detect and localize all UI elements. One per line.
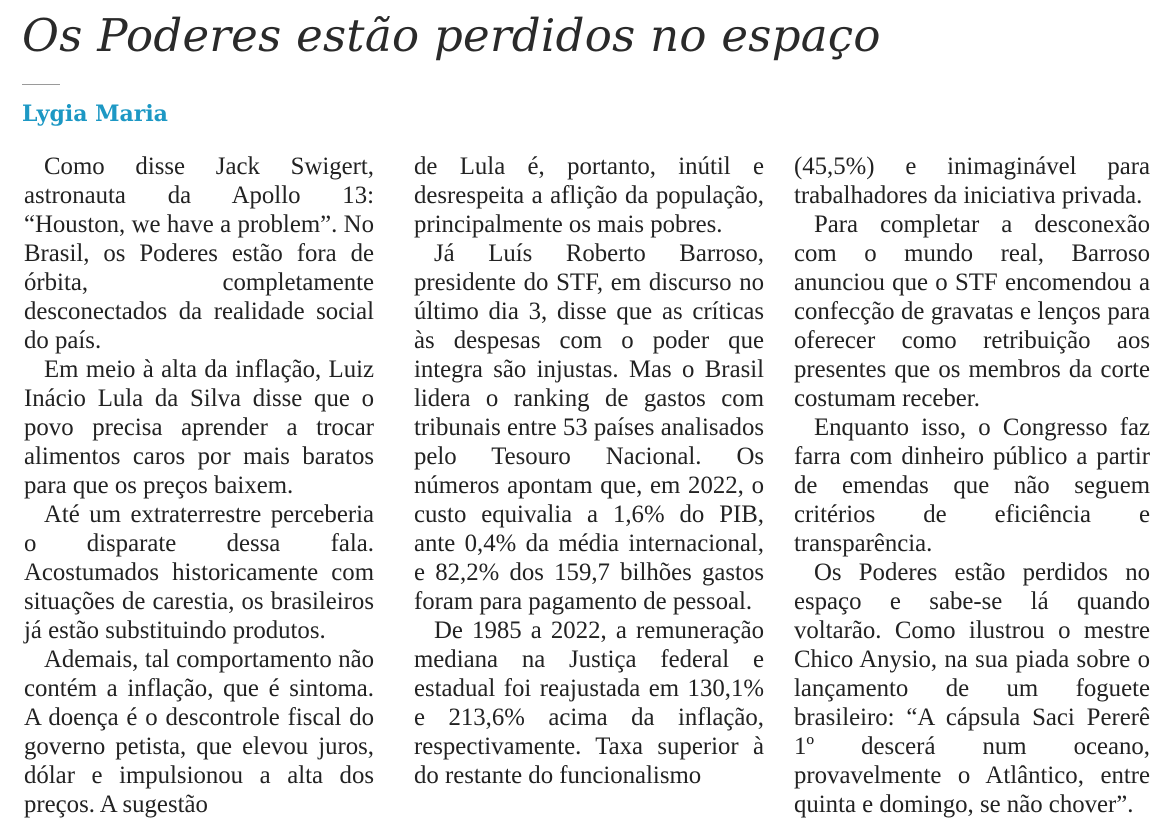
- paragraph: Para completar a desconexão com o mundo real, Barroso anunciou que o STF encomendou a confecção de gravatas e lenços para oferecer como retribuição aos presentes que os membros da corte costumam receber.: [794, 211, 1150, 412]
- paragraph: Os Poderes estão perdidos no espaço e sabe-se lá quando voltarão. Como ilustrou o mestre Chico Anysio, na sua piada sobre o lançamento de um foguete brasileiro: “A cápsula Saci Pererê 1º descerá num oceano, provavelmente o Atlântico, entre quinta e domingo, se não chover”.: [794, 559, 1150, 818]
- article-column-1: [24, 152, 374, 819]
- article-column-2: [414, 152, 764, 790]
- headline-divider: [22, 84, 60, 85]
- paragraph: Como disse Jack Swigert, astronauta da Apollo 13: “Houston, we have a problem”. No Brasil, os Poderes estão fora de órbita, completamente desconectados da realidade social do país.: [24, 153, 374, 354]
- paragraph: Já Luís Roberto Barroso, presidente do STF, em discurso no último dia 3, disse que as críticas às despesas com o poder que integra são injustas. Mas o Brasil lidera o ranking de gastos com tribunais entre 53 países analisados pelo Tesouro Nacional. Os números apontam que, em 2022, o custo equivalia a 1,6% do PIB, ante 0,4% da média internacional, e 82,2% dos 159,7 bilhões gastos foram para pagamento de pessoal.: [414, 240, 764, 615]
- paragraph-continued: (45,5%) e inimaginável para trabalhadores da iniciativa privada.: [794, 153, 1150, 209]
- paragraph: Enquanto isso, o Congresso faz farra com dinheiro público a partir de emendas que não seguem critérios de eficiência e transparência.: [794, 414, 1150, 557]
- paragraph: De 1985 a 2022, a remuneração mediana na Justiça federal e estadual foi reajustada em 130,1% e 213,6% acima da inflação, respectivamente. Taxa superior à do restante do funcionalismo: [414, 617, 764, 789]
- paragraph: Ademais, tal comportamento não contém a inflação, que é sintoma. A doença é o descontrole fiscal do governo petista, que elevou juros, dólar e impulsionou a alta dos preços. A sugestão: [24, 646, 374, 818]
- paragraph: Até um extraterrestre perceberia o disparate dessa fala. Acostumados historicamente com situações de carestia, os brasileiros já estão substituindo produtos.: [24, 501, 374, 644]
- author-byline: Lygia Maria: [22, 101, 168, 127]
- paragraph: Em meio à alta da inflação, Luiz Inácio Lula da Silva disse que o povo precisa aprender a trocar alimentos caros por mais baratos para que os preços baixem.: [24, 356, 374, 499]
- article-column-3: [794, 152, 1150, 819]
- article-headline: Os Poderes estão perdidos no espaço: [22, 9, 881, 62]
- paragraph-continued: de Lula é, portanto, inútil e desrespeita a aflição da população, principalmente os mais pobres.: [414, 153, 764, 238]
